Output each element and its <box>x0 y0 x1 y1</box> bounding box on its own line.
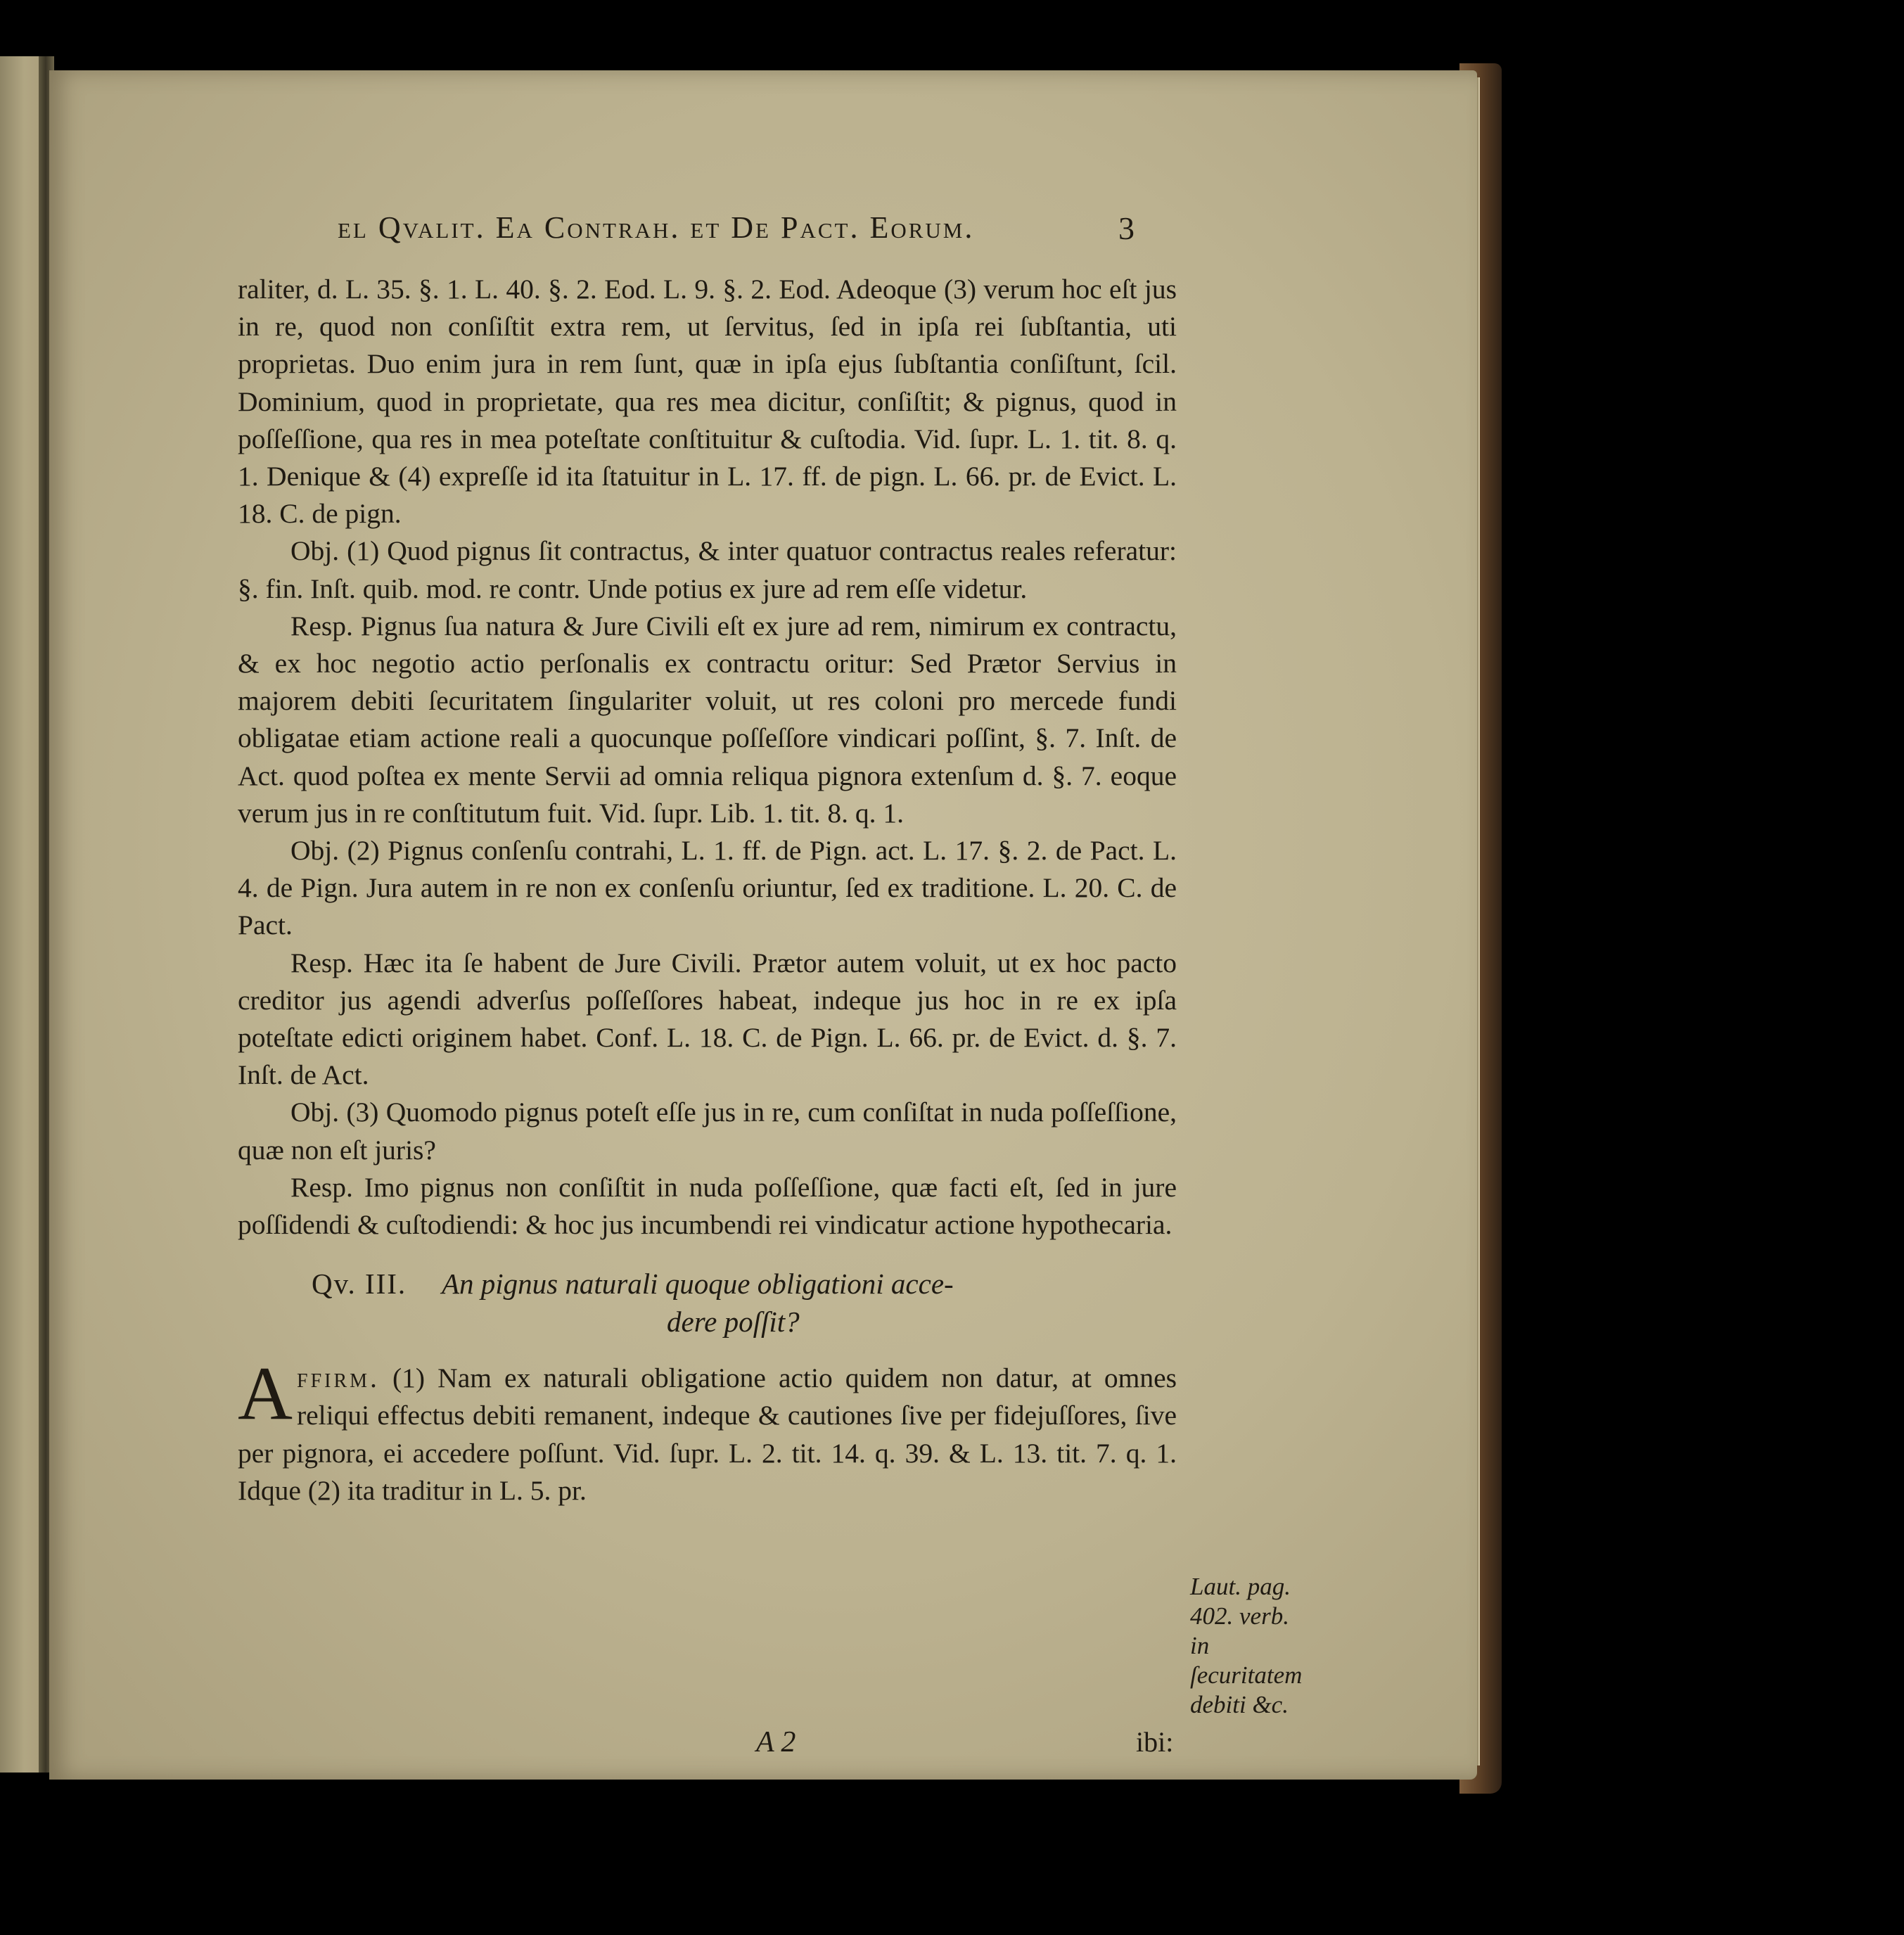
paragraph: Obj. (2) Pignus conſenſu contrahi, L. 1. ff. de Pign. act. L. 17. §. 2. de Pact. L. 4. de Pign. Jura autem in re non ex conſenſu oriuntur, ſed ex traditione. L. 20. C. de Pact. <box>238 835 1177 941</box>
running-head <box>49 210 1477 259</box>
catchword: ibi: <box>1136 1726 1174 1758</box>
question-title-line-2: dere poſſit? <box>667 1305 800 1339</box>
paragraph: Resp. Pignus ſua natura & Jure Civili eſt ex jure ad rem, nimirum ex contractu, & ex hoc negotio actio perſonalis ex contractu oritur: Sed Prætor Servius in majorem debiti ſecuritatem ſingulariter voluit, ut res coloni pro mercede fundi obligatae etiam actione reali a quocunque poſſeſſore vindicari poſſint, §. 7. Inſt. de Act. quod poſtea ex mente Servii ad omnia reliqua pignora extenſum d. §. 7. eoque verum jus in re conſtitutum fuit. Vid. ſupr. Lib. 1. tit. 8. q. 1. <box>238 610 1177 829</box>
question-title-line-1: An pignus naturali quoque obligationi acce- <box>442 1267 954 1301</box>
answer-lead: ffirm. <box>297 1362 380 1394</box>
body-text <box>238 271 1177 1509</box>
answer-text: (1) Nam ex naturali obligatione actio quidem non datur, at omnes reliqui effectus debiti remanent, indeque & cautiones ſive per fidejuſſores, ſive per pignora, ei accedere poſſunt. Vid. ſupr. L. 2. tit. 14. q. 39. & L. 13. tit. 7. q. 1. Idque (2) ita traditur in L. 5. pr. <box>238 1362 1177 1506</box>
page-number: 3 <box>1118 210 1135 246</box>
signature-mark: A 2 <box>756 1726 796 1758</box>
book-page <box>49 70 1477 1780</box>
marginal-note: Laut. pag. 402. verb. in ſecuritatem debiti &c. <box>1190 1573 1303 1718</box>
paragraph: Obj. (3) Quomodo pignus poteſt eſſe jus in re, cum conſiſtat in nuda poſſeſſione, quæ non eſt juris? <box>238 1097 1177 1166</box>
paragraph: Resp. Imo pignus non conſiſtit in nuda poſſeſſione, quæ facti eſt, ſed in jure poſſidendi & cuſtodiendi: & hoc jus incumbendi rei vindicatur actione hypothecaria. <box>238 1171 1177 1241</box>
paragraph: Obj. (1) Quod pignus ſit contractus, & inter quatuor contractus reales referatur: §. fin. Inſt. quib. mod. re contr. Unde potius ex jure ad rem eſſe videtur. <box>238 535 1177 604</box>
paragraph: Resp. Hæc ita ſe habent de Jure Civili. Prætor autem voluit, ut ex hoc pacto creditor jus agendi adverſus poſſeſſores habeat, indeque jus hoc in re ex ipſa poteſtate edicti originem habet. Conf. L. 18. C. de Pign. L. 66. pr. de Evict. d. §. 7. Inſt. de Act. <box>238 947 1177 1091</box>
question-number: Qv. III. <box>312 1267 407 1301</box>
running-head-title: el Qvalit. Ea Contrah. et De Pact. Eorum. <box>338 210 975 245</box>
paragraph: raliter, d. L. 35. §. 1. L. 40. §. 2. Eod. L. 9. §. 2. Eod. Adeoque (3) verum hoc eſt jus in re, quod non conſiſtit extra rem, ut ſervitus, ſed in ipſa rei ſubſtantia, uti proprietas. Duo enim jura in rem ſunt, quæ in ipſa ejus ſubſtantia conſiſtunt, ſcil. Dominium, quod in proprietate, qua res mea dicitur, conſiſtit; & pignus, quod in poſſeſſione, qua res in mea poteſtate conſtituitur & cuſtodia. Vid. ſupr. L. 1. tit. 8. q. 1. Denique & (4) expreſſe id ita ſtatuitur in L. 17. ff. de pign. L. 66. pr. de Evict. L. 18. C. de pign. <box>238 274 1177 530</box>
drop-cap: A <box>238 1352 293 1436</box>
question-heading <box>238 1265 1177 1342</box>
answer-paragraph <box>238 1352 1177 1509</box>
